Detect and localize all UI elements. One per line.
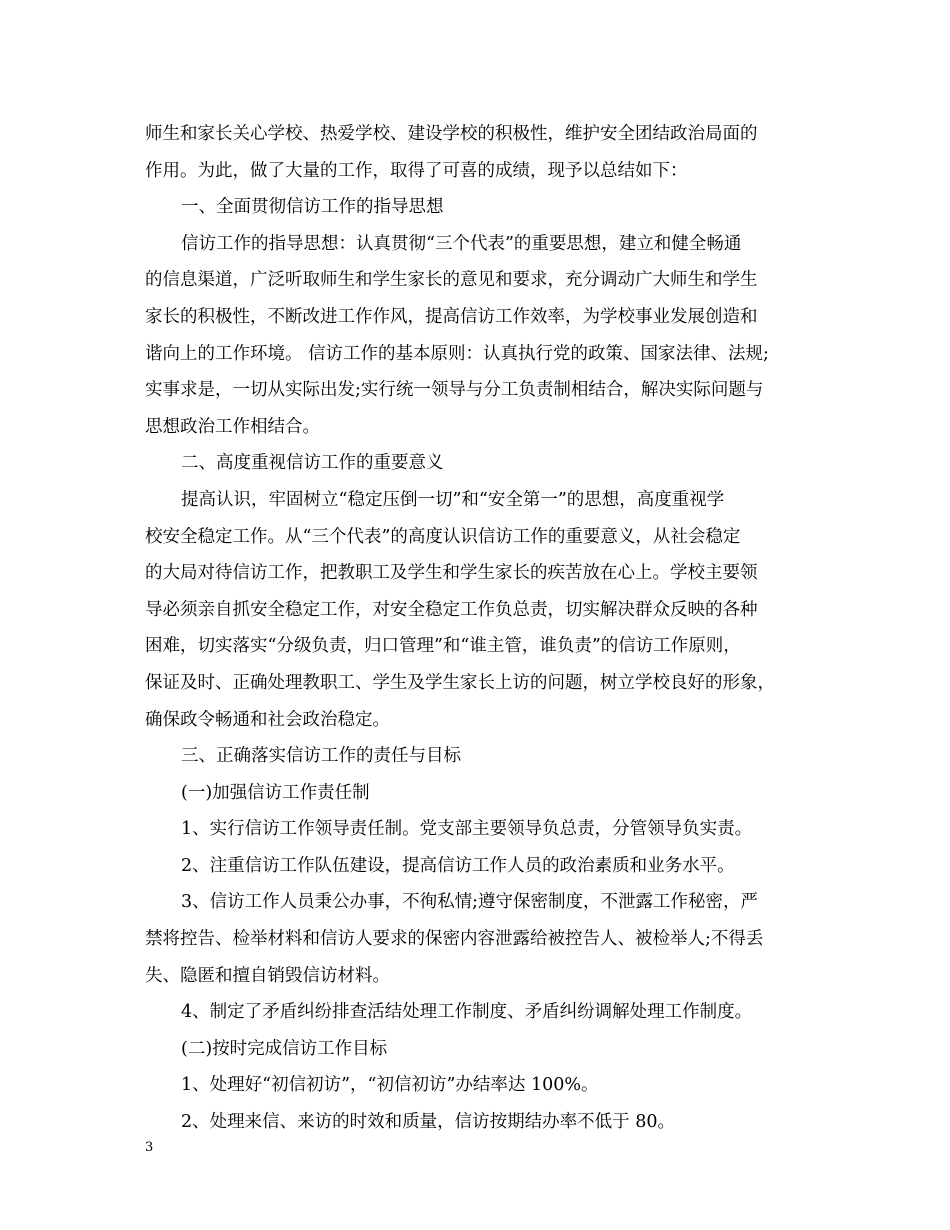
text-line: 困难，切实落实“分级负责，归口管理”和“谁主管，谁负责”的信访工作原则， (145, 636, 741, 657)
text-line: 1、处理好“初信初访”，“初信初访”办结率达 100%。 (181, 1075, 599, 1096)
text-line: 提高认识，牢固树立“稳定压倒一切”和“安全第一”的思想，高度重视学 (181, 489, 725, 510)
text-line: 家长的积极性，不断改进工作作风，提高信访工作效率，为学校事业发展创造和 (145, 306, 758, 327)
text-line: 三、正确落实信访工作的责任与目标 (181, 746, 461, 767)
text-line: 二、高度重视信访工作的重要意义 (181, 453, 444, 474)
text-line: 师生和家长关心学校、热爱学校、建设学校的积极性，维护安全团结政治局面的 (145, 124, 758, 144)
text-line: 一、全面贯彻信访工作的指导思想 (181, 197, 444, 218)
text-line: 思想政治工作相结合。 (145, 416, 320, 437)
text-line: 校安全稳定工作。从“三个代表”的高度认识信访工作的重要意义，从社会稳定 (145, 526, 741, 547)
text-line: 信访工作的指导思想：认真贯彻“三个代表”的重要思想，建立和健全畅通 (181, 233, 742, 254)
text-line: 禁将控告、检举材料和信访人要求的保密内容泄露给被控告人、被检举人;不得丢 (145, 929, 764, 950)
text-line: 保证及时、正确处理教职工、学生及学生家长上访的问题，树立学校良好的形象， (145, 672, 775, 693)
text-line: 谐向上的工作环境。 信访工作的基本原则：认真执行党的政策、国家法律、法规; (145, 343, 769, 364)
text-line: 3、信访工作人员秉公办事，不徇私情;遵守保密制度，不泄露工作秘密，严 (181, 892, 759, 913)
document-body (145, 116, 810, 1141)
text-line: 作用。为此，做了大量的工作，取得了可喜的成绩，现予以总结如下： (145, 160, 688, 181)
text-line: 的大局对待信访工作，把教职工及学生和学生家长的疾苦放在心上。学校主要领 (145, 563, 758, 584)
text-line: 4、制定了矛盾纠纷排查活结处理工作制度、矛盾纠纷调解处理工作制度。 (181, 1002, 753, 1023)
text-line: 2、处理来信、来访的时效和质量，信访按期结办率不低于 80。 (181, 1112, 675, 1133)
text-line: 实事求是，一切从实际出发;实行统一领导与分工负责制相结合，解决实际问题与 (145, 380, 764, 401)
text-line: 2、注重信访工作队伍建设，提高信访工作人员的政治素质和业务水平。 (181, 855, 735, 876)
text-line: 确保政令畅通和社会政治稳定。 (145, 709, 390, 730)
text-line: (二)按时完成信访工作目标 (181, 1038, 388, 1059)
text-line: 失、隐匿和擅自销毁信访材料。 (145, 965, 390, 986)
text-line: 的信息渠道，广泛听取师生和学生家长的意见和要求，充分调动广大师生和学生 (145, 270, 758, 291)
text-line: 1、实行信访工作领导责任制。党支部主要领导负总责，分管领导负实责。 (181, 819, 753, 840)
text-line: 导必须亲自抓安全稳定工作，对安全稳定工作负总责，切实解决群众反映的各种 (145, 599, 758, 620)
text-line: (一)加强信访工作责任制 (181, 782, 370, 803)
page-number: 3 (145, 1140, 154, 1155)
